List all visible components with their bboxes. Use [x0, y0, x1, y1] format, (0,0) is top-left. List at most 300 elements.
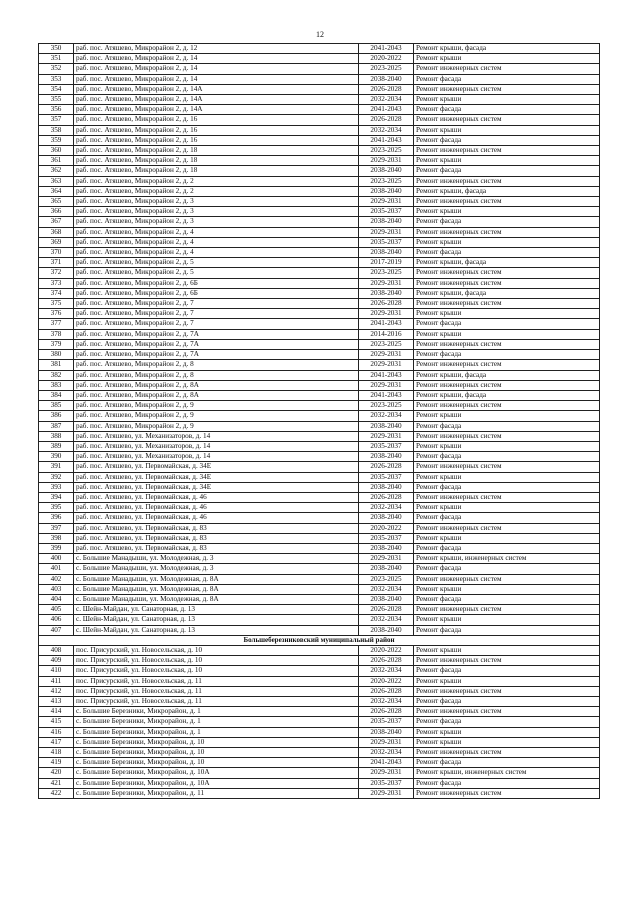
- repair-schedule-table: [38, 43, 600, 799]
- work-type: Ремонт крыши: [414, 533, 600, 543]
- table-row: [39, 656, 600, 666]
- table-row: [39, 350, 600, 360]
- table-row: [39, 421, 600, 431]
- work-type: Ремонт фасада: [414, 543, 600, 553]
- work-type: Ремонт крыши, фасада: [414, 186, 600, 196]
- table-row: [39, 452, 600, 462]
- work-type: Ремонт фасада: [414, 758, 600, 768]
- row-number: 382: [39, 370, 74, 380]
- period: 2032-2034: [359, 411, 414, 421]
- district-heading: Большеберезниковский муниципальный район: [39, 635, 600, 645]
- table-row: [39, 156, 600, 166]
- row-number: 409: [39, 656, 74, 666]
- address: раб. пос. Атяшево, Микрорайон 2, д. 3: [74, 197, 359, 207]
- period: 2029-2031: [359, 227, 414, 237]
- table-row: [39, 105, 600, 115]
- table-row: [39, 686, 600, 696]
- row-number: 355: [39, 95, 74, 105]
- period: 2038-2040: [359, 166, 414, 176]
- row-number: 357: [39, 115, 74, 125]
- row-number: 404: [39, 594, 74, 604]
- row-number: 391: [39, 462, 74, 472]
- work-type: Ремонт крыши, инженерных систем: [414, 554, 600, 564]
- address: раб. пос. Атяшево, ул. Первомайская, д. 34Е: [74, 462, 359, 472]
- address: раб. пос. Атяшево, ул. Первомайская, д. 46: [74, 503, 359, 513]
- work-type: Ремонт крыши: [414, 95, 600, 105]
- table-row: [39, 339, 600, 349]
- table-row: [39, 319, 600, 329]
- address: раб. пос. Атяшево, ул. Механизаторов, д. 14: [74, 452, 359, 462]
- address: с. Большие Манадыши, ул. Молодежная, д. 8А: [74, 574, 359, 584]
- table-row: [39, 258, 600, 268]
- row-number: 373: [39, 278, 74, 288]
- table-row: [39, 237, 600, 247]
- period: 2038-2040: [359, 452, 414, 462]
- period: 2023-2025: [359, 64, 414, 74]
- address: раб. пос. Атяшево, Микрорайон 2, д. 14А: [74, 95, 359, 105]
- table-row: [39, 778, 600, 788]
- row-number: 358: [39, 125, 74, 135]
- address: с. Большие Манадыши, ул. Молодежная, д. 3: [74, 554, 359, 564]
- work-type: Ремонт фасада: [414, 697, 600, 707]
- period: 2026-2028: [359, 462, 414, 472]
- period: 2032-2034: [359, 666, 414, 676]
- period: 2032-2034: [359, 697, 414, 707]
- work-type: Ремонт крыши: [414, 727, 600, 737]
- period: 2032-2034: [359, 748, 414, 758]
- table-row: [39, 370, 600, 380]
- row-number: 376: [39, 309, 74, 319]
- row-number: 407: [39, 625, 74, 635]
- address: раб. пос. Атяшево, Микрорайон 2, д. 4: [74, 237, 359, 247]
- row-number: 417: [39, 737, 74, 747]
- period: 2038-2040: [359, 513, 414, 523]
- address: с. Шейн-Майдан, ул. Санаторная, д. 13: [74, 625, 359, 635]
- row-number: 374: [39, 288, 74, 298]
- period: 2032-2034: [359, 615, 414, 625]
- row-number: 418: [39, 748, 74, 758]
- work-type: Ремонт фасада: [414, 513, 600, 523]
- work-type: Ремонт фасада: [414, 421, 600, 431]
- address: раб. пос. Атяшево, ул. Механизаторов, д. 14: [74, 431, 359, 441]
- address: раб. пос. Атяшево, Микрорайон 2, д. 4: [74, 248, 359, 258]
- address: раб. пос. Атяшево, ул. Первомайская, д. 83: [74, 543, 359, 553]
- table-row: [39, 54, 600, 64]
- work-type: Ремонт фасада: [414, 166, 600, 176]
- row-number: 396: [39, 513, 74, 523]
- table-row: [39, 135, 600, 145]
- work-type: Ремонт крыши: [414, 54, 600, 64]
- row-number: 416: [39, 727, 74, 737]
- work-type: Ремонт крыши: [414, 615, 600, 625]
- row-number: 411: [39, 676, 74, 686]
- period: 2038-2040: [359, 625, 414, 635]
- work-type: Ремонт крыши: [414, 329, 600, 339]
- table-row: [39, 462, 600, 472]
- row-number: 401: [39, 564, 74, 574]
- work-type: Ремонт фасада: [414, 319, 600, 329]
- work-type: Ремонт инженерных систем: [414, 707, 600, 717]
- row-number: 353: [39, 74, 74, 84]
- row-number: 368: [39, 227, 74, 237]
- row-number: 356: [39, 105, 74, 115]
- table-row: [39, 166, 600, 176]
- address: раб. пос. Атяшево, Микрорайон 2, д. 12: [74, 44, 359, 54]
- row-number: 413: [39, 697, 74, 707]
- table-row: [39, 309, 600, 319]
- address: с. Большие Березники, Микрорайон, д. 10: [74, 758, 359, 768]
- table-row: [39, 737, 600, 747]
- table-row: [39, 299, 600, 309]
- address: с. Большие Березники, Микрорайон, д. 1: [74, 707, 359, 717]
- row-number: 412: [39, 686, 74, 696]
- address: с. Большие Березники, Микрорайон, д. 1: [74, 717, 359, 727]
- work-type: Ремонт крыши, фасада: [414, 44, 600, 54]
- address: с. Большие Березники, Микрорайон, д. 11: [74, 788, 359, 798]
- work-type: Ремонт крыши: [414, 441, 600, 451]
- table-row: [39, 645, 600, 655]
- table-row: [39, 768, 600, 778]
- work-type: Ремонт инженерных систем: [414, 380, 600, 390]
- table-row: [39, 248, 600, 258]
- table-row: [39, 482, 600, 492]
- row-number: 397: [39, 523, 74, 533]
- address: раб. пос. Атяшево, Микрорайон 2, д. 7А: [74, 350, 359, 360]
- period: 2032-2034: [359, 95, 414, 105]
- row-number: 365: [39, 197, 74, 207]
- row-number: 372: [39, 268, 74, 278]
- period: 2038-2040: [359, 217, 414, 227]
- period: 2029-2031: [359, 554, 414, 564]
- period: 2029-2031: [359, 768, 414, 778]
- table-row: [39, 431, 600, 441]
- period: 2035-2037: [359, 237, 414, 247]
- table-row: [39, 717, 600, 727]
- period: 2035-2037: [359, 717, 414, 727]
- period: 2035-2037: [359, 533, 414, 543]
- address: раб. пос. Атяшево, Микрорайон 2, д. 14: [74, 64, 359, 74]
- table-row: [39, 401, 600, 411]
- period: 2026-2028: [359, 492, 414, 502]
- work-type: Ремонт инженерных систем: [414, 492, 600, 502]
- period: 2026-2028: [359, 656, 414, 666]
- address: раб. пос. Атяшево, Микрорайон 2, д. 5: [74, 268, 359, 278]
- work-type: Ремонт фасада: [414, 248, 600, 258]
- address: раб. пос. Атяшево, Микрорайон 2, д. 18: [74, 166, 359, 176]
- work-type: Ремонт инженерных систем: [414, 176, 600, 186]
- row-number: 421: [39, 778, 74, 788]
- row-number: 375: [39, 299, 74, 309]
- address: раб. пос. Атяшево, Микрорайон 2, д. 6Б: [74, 288, 359, 298]
- table-row: [39, 329, 600, 339]
- work-type: Ремонт крыши: [414, 584, 600, 594]
- period: 2038-2040: [359, 543, 414, 553]
- work-type: Ремонт фасада: [414, 350, 600, 360]
- row-number: 363: [39, 176, 74, 186]
- period: 2026-2028: [359, 84, 414, 94]
- period: 2038-2040: [359, 564, 414, 574]
- address: с. Шейн-Майдан, ул. Санаторная, д. 13: [74, 615, 359, 625]
- row-number: 415: [39, 717, 74, 727]
- period: 2038-2040: [359, 248, 414, 258]
- address: с. Большие Манадыши, ул. Молодежная, д. 8А: [74, 584, 359, 594]
- work-type: Ремонт крыши: [414, 503, 600, 513]
- row-number: 398: [39, 533, 74, 543]
- period: 2023-2025: [359, 146, 414, 156]
- table-row: [39, 615, 600, 625]
- address: с. Большие Березники, Микрорайон, д. 10А: [74, 778, 359, 788]
- address: с. Большие Березники, Микрорайон, д. 10: [74, 748, 359, 758]
- table-row: [39, 758, 600, 768]
- address: раб. пос. Атяшево, Микрорайон 2, д. 5: [74, 258, 359, 268]
- row-number: 351: [39, 54, 74, 64]
- table-row: [39, 288, 600, 298]
- work-type: Ремонт инженерных систем: [414, 146, 600, 156]
- address: раб. пос. Атяшево, ул. Первомайская, д. 83: [74, 523, 359, 533]
- period: 2029-2031: [359, 197, 414, 207]
- table-row: [39, 441, 600, 451]
- period: 2020-2022: [359, 523, 414, 533]
- period: 2035-2037: [359, 441, 414, 451]
- period: 2017-2019: [359, 258, 414, 268]
- period: 2041-2043: [359, 135, 414, 145]
- row-number: 377: [39, 319, 74, 329]
- row-number: 371: [39, 258, 74, 268]
- period: 2041-2043: [359, 319, 414, 329]
- row-number: 414: [39, 707, 74, 717]
- address: раб. пос. Атяшево, Микрорайон 2, д. 16: [74, 115, 359, 125]
- address: раб. пос. Атяшево, Микрорайон 2, д. 6Б: [74, 278, 359, 288]
- table-row: [39, 543, 600, 553]
- table-row: [39, 360, 600, 370]
- work-type: Ремонт крыши: [414, 472, 600, 482]
- district-heading-row: [39, 635, 600, 645]
- row-number: 392: [39, 472, 74, 482]
- period: 2038-2040: [359, 288, 414, 298]
- table-row: [39, 197, 600, 207]
- work-type: Ремонт крыши: [414, 156, 600, 166]
- work-type: Ремонт инженерных систем: [414, 197, 600, 207]
- row-number: 403: [39, 584, 74, 594]
- table-row: [39, 64, 600, 74]
- period: 2023-2025: [359, 339, 414, 349]
- address: раб. пос. Атяшево, Микрорайон 2, д. 7А: [74, 329, 359, 339]
- table-row: [39, 523, 600, 533]
- address: раб. пос. Атяшево, ул. Первомайская, д. 83: [74, 533, 359, 543]
- table-row: [39, 146, 600, 156]
- row-number: 366: [39, 207, 74, 217]
- period: 2038-2040: [359, 186, 414, 196]
- period: 2014-2016: [359, 329, 414, 339]
- row-number: 380: [39, 350, 74, 360]
- period: 2029-2031: [359, 360, 414, 370]
- district-heading-section: [39, 635, 600, 645]
- address: раб. пос. Атяшево, Микрорайон 2, д. 18: [74, 146, 359, 156]
- work-type: Ремонт фасада: [414, 135, 600, 145]
- table-row: [39, 564, 600, 574]
- work-type: Ремонт крыши, инженерных систем: [414, 768, 600, 778]
- table-row: [39, 748, 600, 758]
- work-type: Ремонт фасада: [414, 625, 600, 635]
- work-type: Ремонт крыши: [414, 309, 600, 319]
- table-row: [39, 186, 600, 196]
- address: раб. пос. Атяшево, Микрорайон 2, д. 7: [74, 319, 359, 329]
- row-number: 384: [39, 390, 74, 400]
- address: с. Большие Березники, Микрорайон, д. 10А: [74, 768, 359, 778]
- period: 2020-2022: [359, 676, 414, 686]
- table-row: [39, 380, 600, 390]
- address: раб. пос. Атяшево, Микрорайон 2, д. 8: [74, 360, 359, 370]
- row-number: 399: [39, 543, 74, 553]
- period: 2029-2031: [359, 156, 414, 166]
- row-number: 395: [39, 503, 74, 513]
- row-number: 370: [39, 248, 74, 258]
- period: 2035-2037: [359, 472, 414, 482]
- work-type: Ремонт фасада: [414, 778, 600, 788]
- address: пос. Присурский, ул. Новосельская, д. 10: [74, 645, 359, 655]
- work-type: Ремонт инженерных систем: [414, 431, 600, 441]
- table-row: [39, 707, 600, 717]
- row-number: 359: [39, 135, 74, 145]
- work-type: Ремонт фасада: [414, 105, 600, 115]
- row-number: 362: [39, 166, 74, 176]
- address: раб. пос. Атяшево, ул. Первомайская, д. 46: [74, 513, 359, 523]
- table-row: [39, 788, 600, 798]
- work-type: Ремонт инженерных систем: [414, 339, 600, 349]
- work-type: Ремонт инженерных систем: [414, 574, 600, 584]
- work-type: Ремонт крыши: [414, 125, 600, 135]
- period: 2038-2040: [359, 74, 414, 84]
- row-number: 369: [39, 237, 74, 247]
- table-row: [39, 472, 600, 482]
- table-row: [39, 533, 600, 543]
- table-row: [39, 492, 600, 502]
- row-number: 389: [39, 441, 74, 451]
- period: 2041-2043: [359, 44, 414, 54]
- table-row: [39, 278, 600, 288]
- period: 2023-2025: [359, 176, 414, 186]
- address: с. Большие Манадыши, ул. Молодежная, д. 3: [74, 564, 359, 574]
- work-type: Ремонт крыши, фасада: [414, 258, 600, 268]
- work-type: Ремонт инженерных систем: [414, 462, 600, 472]
- period: 2038-2040: [359, 421, 414, 431]
- period: 2023-2025: [359, 401, 414, 411]
- row-number: 386: [39, 411, 74, 421]
- period: 2032-2034: [359, 584, 414, 594]
- work-type: Ремонт крыши: [414, 207, 600, 217]
- table-row: [39, 44, 600, 54]
- work-type: Ремонт инженерных систем: [414, 656, 600, 666]
- work-type: Ремонт крыши: [414, 737, 600, 747]
- table-row: [39, 574, 600, 584]
- table-row: [39, 390, 600, 400]
- address: раб. пос. Атяшево, Микрорайон 2, д. 16: [74, 125, 359, 135]
- work-type: Ремонт инженерных систем: [414, 360, 600, 370]
- address: раб. пос. Атяшево, ул. Первомайская, д. 46: [74, 492, 359, 502]
- work-type: Ремонт фасада: [414, 717, 600, 727]
- row-number: 393: [39, 482, 74, 492]
- row-number: 350: [39, 44, 74, 54]
- address: раб. пос. Атяшево, Микрорайон 2, д. 9: [74, 411, 359, 421]
- work-type: Ремонт инженерных систем: [414, 605, 600, 615]
- period: 2032-2034: [359, 125, 414, 135]
- row-number: 400: [39, 554, 74, 564]
- address: раб. пос. Атяшево, Микрорайон 2, д. 14А: [74, 105, 359, 115]
- period: 2038-2040: [359, 727, 414, 737]
- period: 2029-2031: [359, 431, 414, 441]
- work-type: Ремонт инженерных систем: [414, 64, 600, 74]
- period: 2041-2043: [359, 105, 414, 115]
- address: с. Шейн-Майдан, ул. Санаторная, д. 13: [74, 605, 359, 615]
- row-number: 354: [39, 84, 74, 94]
- row-number: 422: [39, 788, 74, 798]
- row-number: 406: [39, 615, 74, 625]
- period: 2023-2025: [359, 268, 414, 278]
- table-row: [39, 676, 600, 686]
- address: раб. пос. Атяшево, Микрорайон 2, д. 14: [74, 54, 359, 64]
- row-number: 352: [39, 64, 74, 74]
- work-type: Ремонт инженерных систем: [414, 115, 600, 125]
- period: 2026-2028: [359, 299, 414, 309]
- period: 2026-2028: [359, 686, 414, 696]
- table-row: [39, 74, 600, 84]
- work-type: Ремонт инженерных систем: [414, 278, 600, 288]
- address: пос. Присурский, ул. Новосельская, д. 11: [74, 676, 359, 686]
- address: раб. пос. Атяшево, Микрорайон 2, д. 8А: [74, 380, 359, 390]
- work-type: Ремонт крыши, фасада: [414, 288, 600, 298]
- row-number: 364: [39, 186, 74, 196]
- period: 2023-2025: [359, 574, 414, 584]
- address: раб. пос. Атяшево, Микрорайон 2, д. 2: [74, 176, 359, 186]
- table-row: [39, 554, 600, 564]
- address: раб. пос. Атяшево, Микрорайон 2, д. 3: [74, 207, 359, 217]
- period: 2035-2037: [359, 207, 414, 217]
- address: с. Большие Березники, Микрорайон, д. 1: [74, 727, 359, 737]
- address: пос. Присурский, ул. Новосельская, д. 10: [74, 656, 359, 666]
- address: с. Большие Березники, Микрорайон, д. 10: [74, 737, 359, 747]
- table-row: [39, 605, 600, 615]
- period: 2038-2040: [359, 594, 414, 604]
- row-number: 378: [39, 329, 74, 339]
- address: раб. пос. Атяшево, Микрорайон 2, д. 8А: [74, 390, 359, 400]
- row-number: 390: [39, 452, 74, 462]
- work-type: Ремонт крыши: [414, 676, 600, 686]
- table-row: [39, 84, 600, 94]
- period: 2026-2028: [359, 115, 414, 125]
- table-row: [39, 697, 600, 707]
- work-type: Ремонт фасада: [414, 217, 600, 227]
- table-row: [39, 727, 600, 737]
- table-row: [39, 503, 600, 513]
- row-number: 385: [39, 401, 74, 411]
- address: пос. Присурский, ул. Новосельская, д. 11: [74, 697, 359, 707]
- row-number: 379: [39, 339, 74, 349]
- address: раб. пос. Атяшево, ул. Первомайская, д. 34Е: [74, 472, 359, 482]
- table-row: [39, 176, 600, 186]
- table-row: [39, 125, 600, 135]
- work-type: Ремонт крыши: [414, 645, 600, 655]
- work-type: Ремонт инженерных систем: [414, 227, 600, 237]
- address: раб. пос. Атяшево, Микрорайон 2, д. 9: [74, 421, 359, 431]
- period: 2041-2043: [359, 390, 414, 400]
- table-row: [39, 584, 600, 594]
- address: раб. пос. Атяшево, Микрорайон 2, д. 14А: [74, 84, 359, 94]
- table-row: [39, 411, 600, 421]
- table-row: [39, 666, 600, 676]
- work-type: Ремонт крыши, фасада: [414, 370, 600, 380]
- row-number: 394: [39, 492, 74, 502]
- work-type: Ремонт фасада: [414, 452, 600, 462]
